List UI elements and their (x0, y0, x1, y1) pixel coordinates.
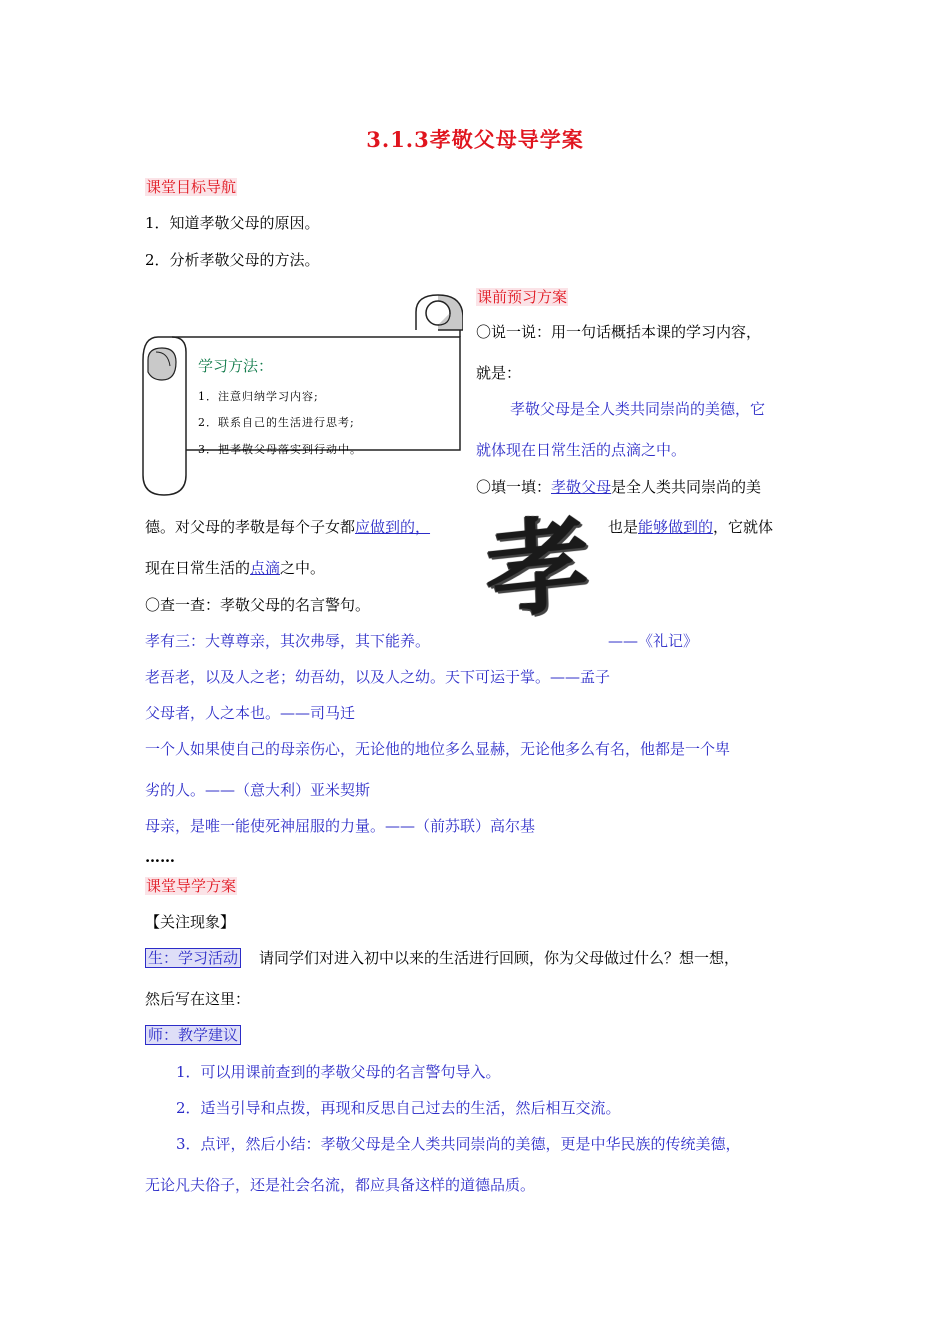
method-item-1: 1．注意归纳学习内容; (198, 390, 319, 403)
section-heading-goals: 课堂目标导航 (146, 178, 237, 196)
teacher-label-line (145, 1024, 241, 1045)
student-activity-line: 生：学习活动 请同学们对进入初中以来的生活进行回顾，你为父母做过什么？想一想， (145, 947, 739, 968)
fill-line-2-left: 德。对父母的孝敬是每个子女都应做到的， (145, 518, 431, 536)
goal-item-1: 1．知道孝敬父母的原因。 (145, 214, 320, 232)
page-title: 3.1.3孝敬父母导学案 (366, 127, 584, 152)
quote-4-line-1: 一个人如果使自己的母亲伤心，无论他的地位多么显赫，无论他多么有名，他都是一个卑 (145, 740, 731, 758)
method-title: 学习方法： (198, 357, 274, 375)
answer-line-1: 孝敬父母是全人类共同崇尚的美德，它 (510, 400, 766, 418)
fill-line-1: 〇填一填：孝敬父母是全人类共同崇尚的美 (476, 478, 762, 496)
check-line: 〇查一查：孝敬父母的名言警句。 (145, 596, 371, 614)
calligraphy-xiao-image: 孝 (484, 500, 592, 635)
quote-3: 父母者，人之本也。——司马迁 (145, 704, 356, 722)
fill-blank-3: 能够做到的 (638, 518, 714, 536)
tip-3-line-2: 无论凡夫俗子，还是社会名流，都应具备这样的道德品质。 (145, 1176, 536, 1194)
focus-heading: 【关注现象】 (145, 913, 236, 931)
ellipsis: …… (145, 848, 175, 866)
answer-line-2: 就体现在日常生活的点滴之中。 (476, 441, 687, 459)
quote-2: 老吾老，以及人之老；幼吾幼，以及人之幼。天下可运于掌。——孟子 (145, 668, 611, 686)
quote-1-source: ——《礼记》 (608, 632, 699, 650)
fill-line-3: 现在日常生活的点滴之中。 (145, 559, 326, 577)
student-label: 生：学习活动 (145, 948, 241, 968)
fill-blank-4: 点滴 (250, 559, 281, 577)
fill-blank-1: 孝敬父母 (551, 478, 612, 496)
tip-2: 2．适当引导和点拨，再现和反思自己过去的生活，然后相互交流。 (176, 1099, 621, 1117)
teacher-label: 师：教学建议 (145, 1025, 241, 1045)
tip-1: 1．可以用课前查到的孝敬父母的名言警句导入。 (176, 1063, 501, 1081)
goal-item-2: 2．分析孝敬父母的方法。 (145, 251, 320, 269)
quote-1-text: 孝有三：大尊尊亲，其次弗辱，其下能养。 (145, 632, 431, 650)
fill-line-2-right: 也是能够做到的，它就体 (608, 518, 774, 536)
section-heading-preview: 课前预习方案 (477, 288, 568, 306)
tip-3: 3．点评，然后小结：孝敬父母是全人类共同崇尚的美德，更是中华民族的传统美德， (176, 1135, 741, 1153)
section-heading-guide: 课堂导学方案 (146, 877, 237, 895)
method-item-2: 2．联系自己的生活进行思考; (198, 416, 355, 429)
quote-4-line-2: 劣的人。——（意大利）亚米契斯 (145, 781, 371, 799)
say-line-1: 〇说一说：用一句话概括本课的学习内容， (476, 323, 762, 341)
method-item-3: 3．把孝敬父母落实到行动中。 (198, 443, 362, 456)
say-line-2: 就是： (476, 364, 522, 382)
fill-blank-2: 应做到的， (355, 518, 431, 536)
student-activity-line-2: 然后写在这里： (145, 990, 251, 1008)
quote-5: 母亲，是唯一能使死神屈服的力量。——（前苏联）高尔基 (145, 817, 536, 835)
